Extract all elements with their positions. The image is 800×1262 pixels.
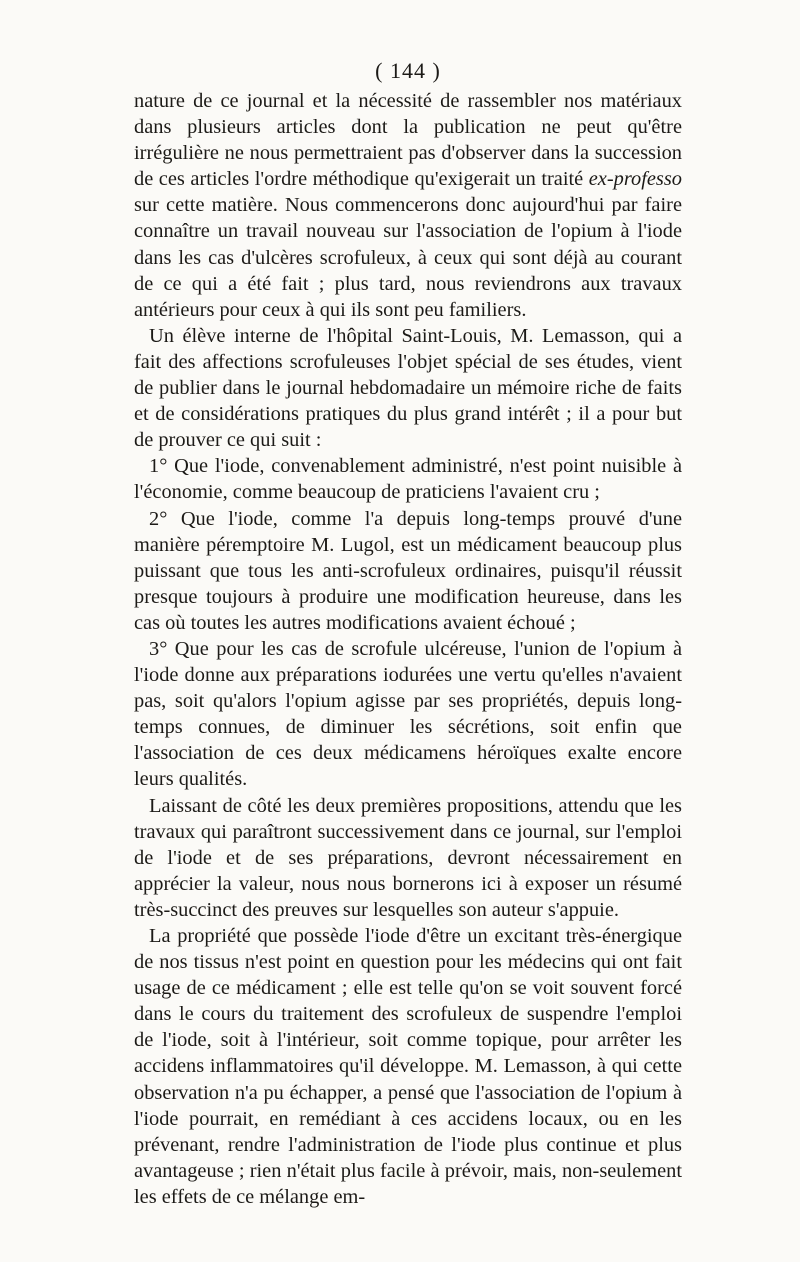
paragraph-lemasson: Un élève interne de l'hôpital Saint-Louis, M. Lemasson, qui a fait des affections scrofuleuses l'objet spécial de ses études, vient de publier dans le journal hebdomadaire un mémoire riche de faits et de considérations pratiques du plus grand intérêt ; il a pour but de prouver ce qui suit : [134, 324, 682, 452]
book-page [134, 58, 682, 1210]
paragraph-propriete: La propriété que possède l'iode d'être un excitant très-énergique de nos tissus n'est point en question pour les médecins qui ont fait usage de ce médicament ; elle est telle qu'on se voit souvent forcé dans le cours du traitement des scrofuleux de suspendre l'emploi de l'iode, soit à l'intérieur, soit comme topique, pour arrêter les accidens inflammatoires qu'il développe. M. Lemasson, à qui cette observation n'a pu échapper, a pensé que l'association de l'opium à l'iode pourrait, en remédiant à ces accidens locaux, ou en les prévenant, rendre l'administration de l'iode plus continue et plus avantageuse ; rien n'était plus facile à prévoir, mais, non-seulement les effets de ce mélange em- [134, 925, 682, 1208]
paragraph-intro-after: sur cette matière. Nous commencerons donc aujourd'hui par faire connaître un travail nouveau sur l'association de l'opium à l'iode dans les cas d'ulcères scrofuleux, à ceux qui sont déjà au courant de ce qui a été fait ; plus tard, nous reviendrons aux travaux antérieurs pour ceux à qui ils sont peu familiers. [134, 194, 682, 321]
proposition-3: 3° Que pour les cas de scrofule ulcéreuse, l'union de l'opium à l'iode donne aux préparations iodurées une vertu qu'elles n'avaient pas, soit qu'alors l'opium agisse par ses propriétés, depuis long-temps connues, de diminuer les sécrétions, soit enfin que l'association de ces deux médicamens héroïques exalte encore leurs qualités. [134, 637, 682, 791]
paragraph-intro-before: nature de ce journal et la nécessité de rassembler nos matériaux dans plusieurs articles dont la publication ne peut qu'être irrégulière ne nous permettraient pas d'observer dans la succession de ces articles l'ordre méthodique qu'exigerait un traité [134, 90, 682, 191]
proposition-1: 1° Que l'iode, convenablement administré, n'est point nuisible à l'économie, comme beaucoup de praticiens l'avaient cru ; [134, 455, 682, 504]
paragraph-intro [134, 88, 682, 323]
paragraph-laissant: Laissant de côté les deux premières propositions, attendu que les travaux qui paraîtront successivement dans ce journal, sur l'emploi de l'iode et de ses préparations, devront nécessairement en apprécier la valeur, nous nous bornerons ici à exposer un résumé très-succinct des preuves sur lesquelles son auteur s'appuie. [134, 794, 682, 921]
proposition-2: 2° Que l'iode, comme l'a depuis long-temps prouvé d'une manière péremptoire M. Lugol, est un médicament beaucoup plus puissant que tous les anti-scrofuleux ordinaires, puisqu'il réussit presque toujours à produire une modification heureuse, dans les cas où toutes les autres modifications avaient échoué ; [134, 507, 682, 634]
italic-term: ex-professo [588, 168, 682, 191]
page-number: ( 144 ) [375, 58, 441, 83]
